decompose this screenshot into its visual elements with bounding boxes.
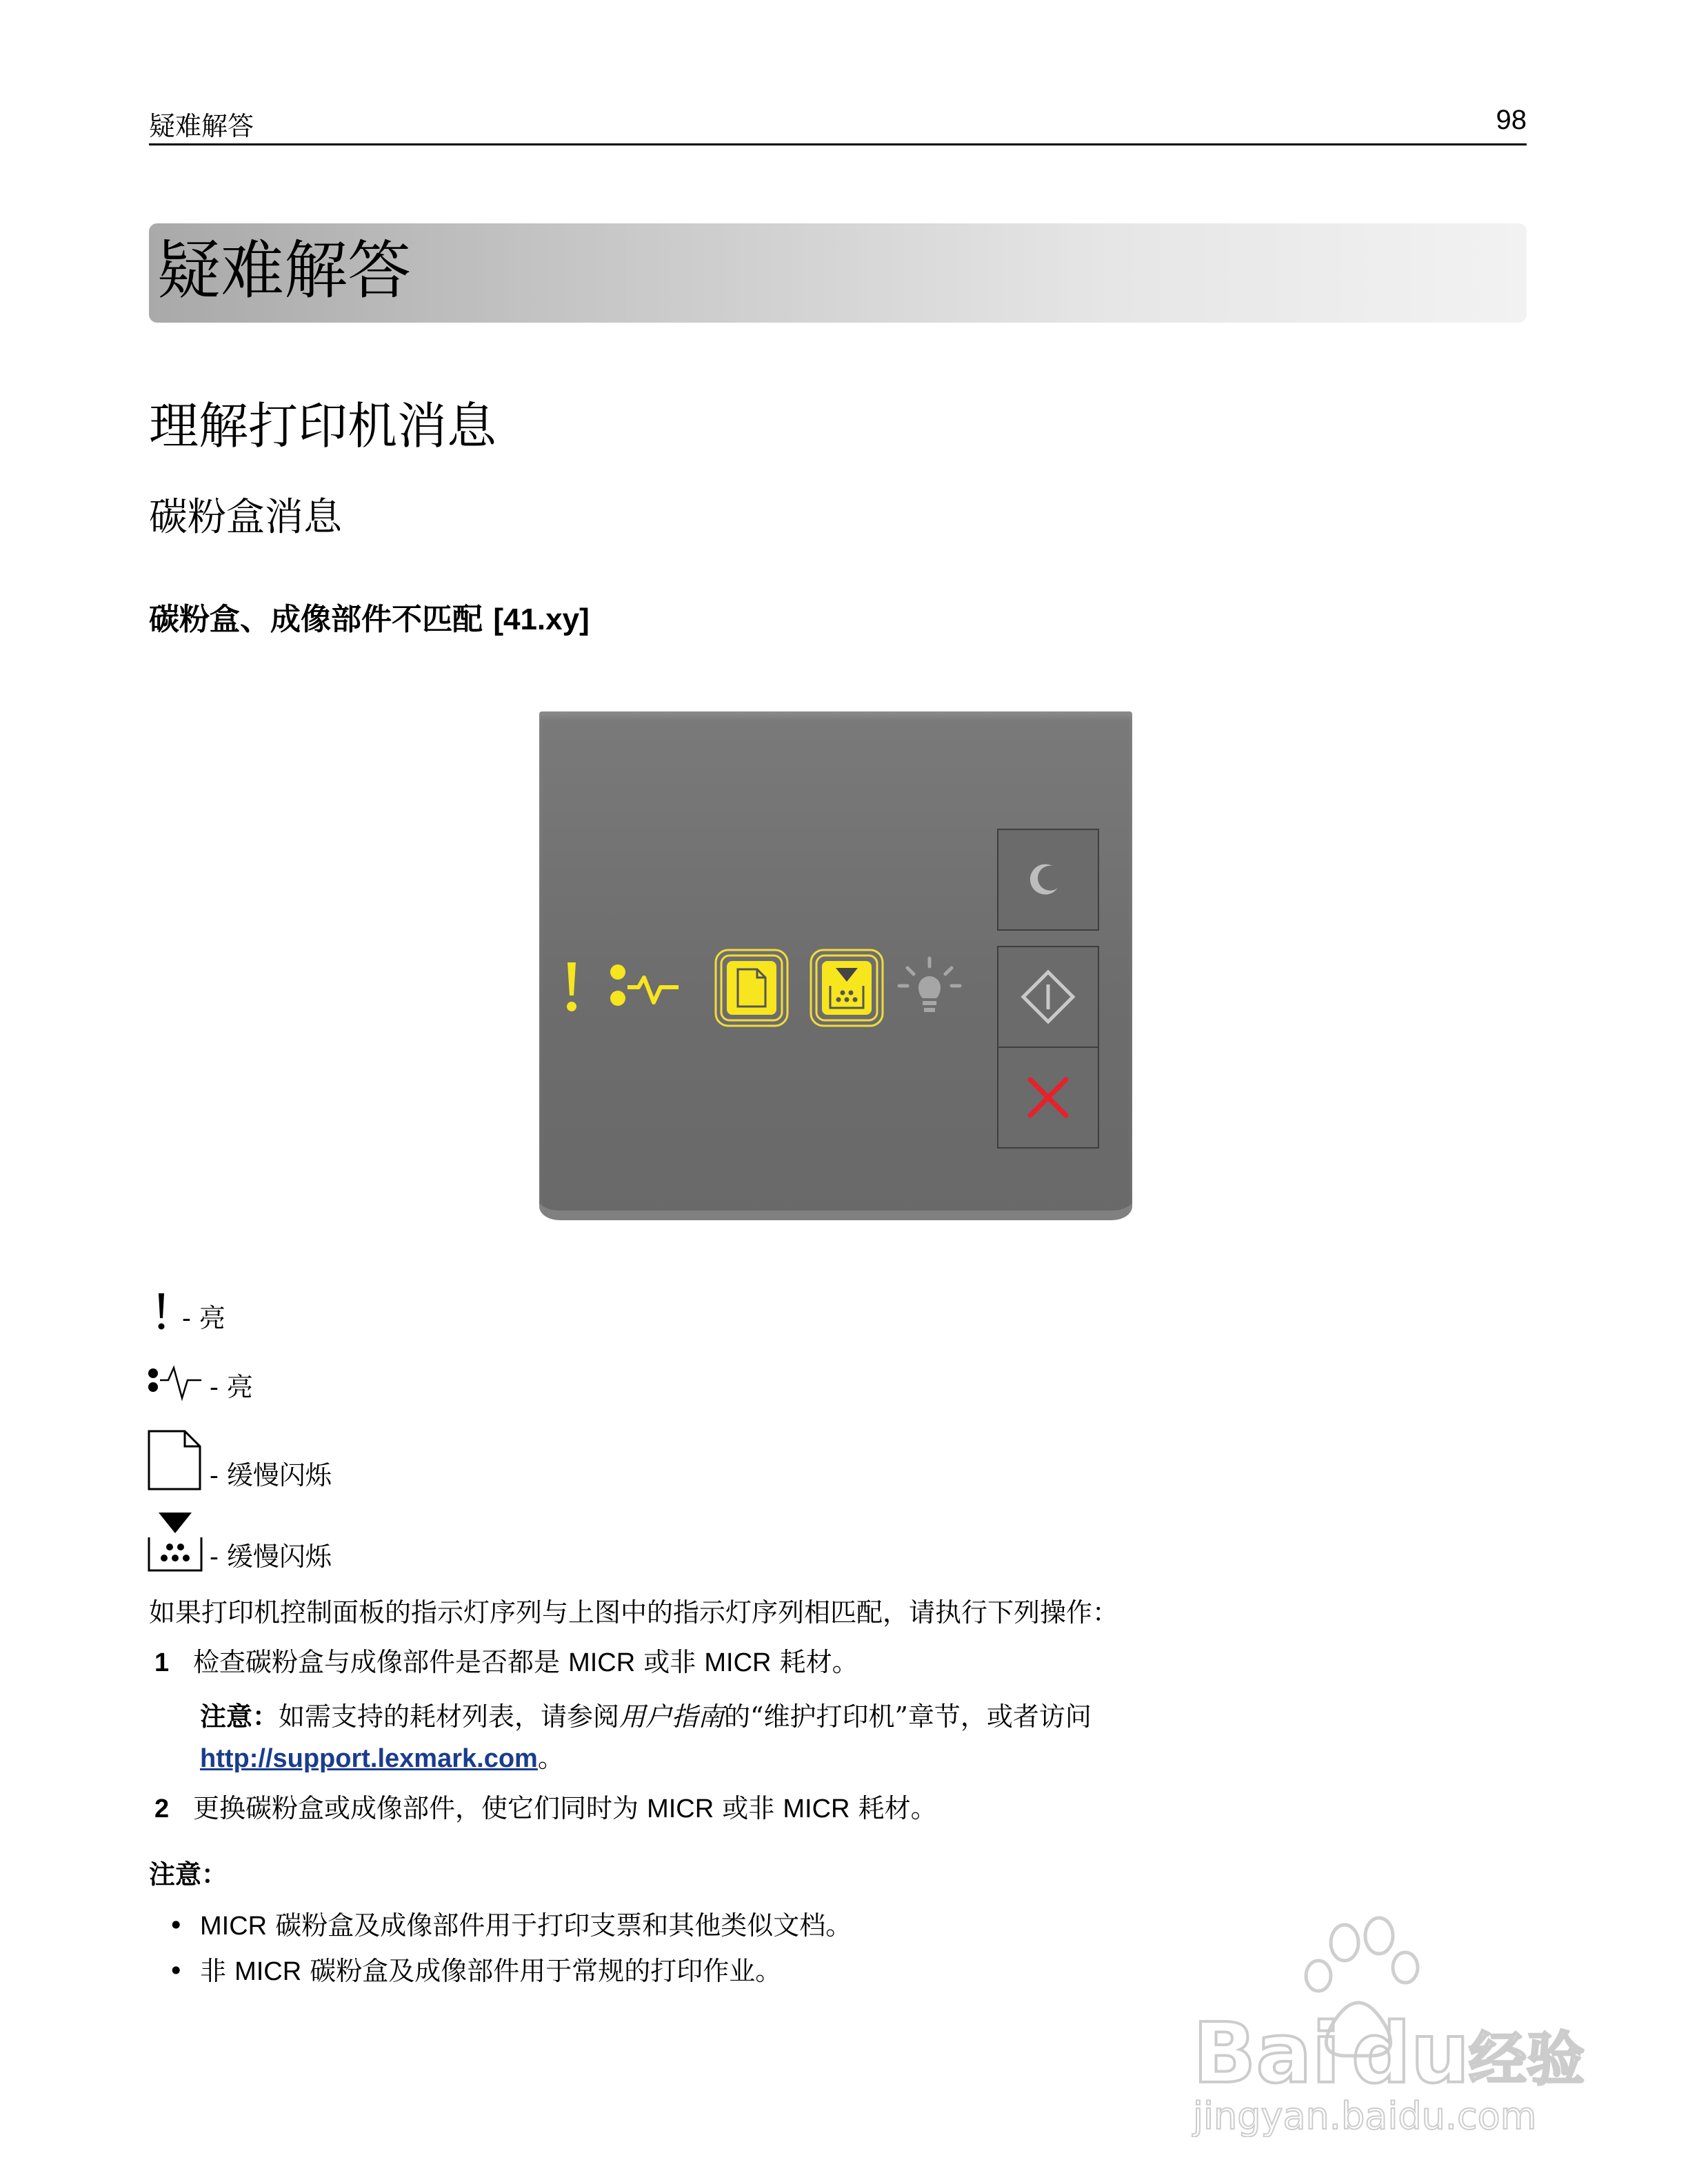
note-bullet-2 bbox=[168, 1950, 781, 1988]
page-number: 98 bbox=[1496, 105, 1527, 135]
start-diamond-icon bbox=[998, 947, 1098, 1046]
note-text: MICR bbox=[200, 1912, 268, 1941]
note-text: 碳粉盒及成像部件用于常规的打印作业。 bbox=[301, 1956, 782, 1986]
step-text: MICR bbox=[647, 1794, 714, 1823]
baidu-jingyan-watermark bbox=[1165, 1910, 1593, 2137]
legend-item-toner bbox=[146, 1510, 332, 1573]
svg-text:经验: 经验 bbox=[1469, 2025, 1585, 2093]
legend-text: - 缓慢闪烁 bbox=[210, 1460, 332, 1490]
note-text: MICR bbox=[234, 1957, 302, 1986]
bullet-icon: • bbox=[168, 1956, 184, 1986]
legend-item-error bbox=[146, 1291, 225, 1335]
topic-title-text: 碳粉盒、成像部件不匹配 bbox=[149, 602, 483, 637]
step-1 bbox=[154, 1641, 858, 1679]
note-bullet-1 bbox=[168, 1904, 852, 1942]
note-text: 的“维护打印机”章节，或者访问 bbox=[724, 1701, 1092, 1732]
support-link[interactable]: http://support.lexmark.com bbox=[200, 1744, 538, 1773]
step-text: MICR bbox=[568, 1648, 636, 1677]
step-text: 检查碳粉盒与成像部件是否都是 bbox=[193, 1647, 569, 1677]
step-text: MICR bbox=[783, 1794, 850, 1823]
legend-text: - 缓慢闪烁 bbox=[210, 1541, 332, 1572]
step-number: 1 bbox=[154, 1648, 170, 1677]
activity-icon bbox=[146, 1362, 204, 1404]
step-number: 2 bbox=[154, 1794, 170, 1823]
paper-light-icon bbox=[713, 947, 790, 1029]
header-divider bbox=[149, 143, 1527, 145]
svg-text:jingyan.baidu.com: jingyan.baidu.com bbox=[1193, 2094, 1537, 2137]
section-title: 理解打印机消息 bbox=[149, 397, 497, 455]
running-header: 疑难解答 bbox=[149, 111, 254, 141]
watermark-brand-text: Bai bbox=[1193, 2006, 1340, 2102]
note-text: 非 bbox=[200, 1956, 235, 1986]
intro-paragraph: 如果打印机控制面板的指示灯序列与上图中的指示灯序列相匹配，请执行下列操作： bbox=[149, 1597, 1119, 1628]
cancel-button[interactable] bbox=[997, 1046, 1099, 1149]
step-text: 耗材。 bbox=[850, 1793, 937, 1823]
cancel-x-icon bbox=[998, 1048, 1098, 1147]
step-text: MICR bbox=[704, 1648, 772, 1677]
note-label: 注意： bbox=[200, 1701, 279, 1732]
step-text: 或非 bbox=[714, 1793, 783, 1823]
moon-icon bbox=[998, 830, 1098, 929]
user-guide-reference: 用户指南 bbox=[619, 1701, 725, 1732]
legend-item-paper bbox=[146, 1428, 332, 1492]
bullet-icon: • bbox=[168, 1910, 184, 1941]
step-text: 更换碳粉盒或成像部件，使它们同时为 bbox=[193, 1793, 647, 1823]
sleep-button[interactable] bbox=[997, 829, 1099, 931]
status-light-icon bbox=[895, 954, 964, 1023]
error-light-icon bbox=[561, 960, 582, 1015]
svg-text:du: du bbox=[1352, 2006, 1470, 2102]
legend-item-activity bbox=[146, 1362, 253, 1404]
printer-control-panel bbox=[539, 711, 1132, 1220]
chapter-banner bbox=[149, 223, 1527, 323]
step-1-note bbox=[200, 1696, 1092, 1779]
error-code: [41.xy] bbox=[493, 603, 590, 636]
legend-text: - 亮 bbox=[182, 1303, 225, 1333]
toner-activity-light-icon bbox=[608, 962, 684, 1015]
subsection-title: 碳粉盒消息 bbox=[149, 495, 342, 540]
note-text: 碳粉盒及成像部件用于打印支票和其他类似文档。 bbox=[267, 1910, 852, 1941]
error-icon bbox=[146, 1291, 177, 1335]
toner-light-icon bbox=[808, 947, 885, 1029]
notes-heading: 注意： bbox=[149, 1859, 228, 1890]
note-text: 。 bbox=[537, 1743, 564, 1773]
step-text: 或非 bbox=[635, 1647, 705, 1677]
paper-icon bbox=[146, 1428, 204, 1492]
legend-text: - 亮 bbox=[210, 1372, 253, 1402]
chapter-title: 疑难解答 bbox=[157, 234, 412, 307]
step-2 bbox=[154, 1787, 937, 1825]
toner-icon bbox=[146, 1510, 204, 1573]
step-text: 耗材。 bbox=[771, 1647, 858, 1677]
start-button[interactable] bbox=[997, 946, 1099, 1048]
note-text: 如需支持的耗材列表，请参阅 bbox=[279, 1701, 620, 1732]
topic-title bbox=[149, 594, 590, 638]
